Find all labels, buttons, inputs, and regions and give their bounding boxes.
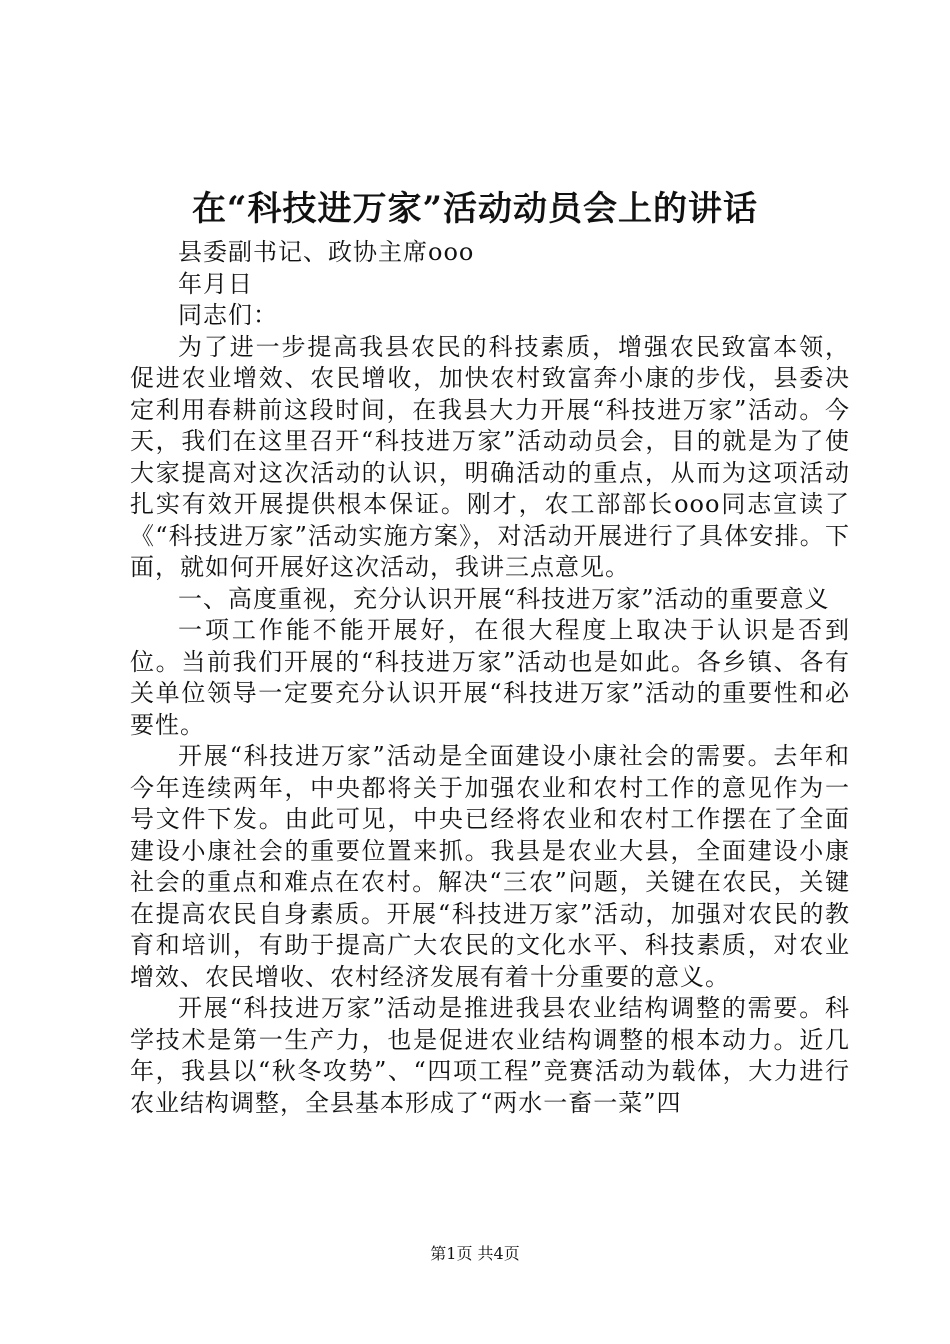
salutation: 同志们：	[178, 301, 278, 329]
date-line: 年月日	[178, 269, 253, 298]
section-heading: 一、高度重视，充分认识开展“科技进万家”活动的重要意义	[178, 584, 830, 613]
paragraph: 开展“科技进万家”活动是推进我县农业结构调整的需要。科学技术是第一生产力，也是促进农业结构调整的根本动力。近几年，我县以“秋冬攻势”、“四项工程”竞赛活动为载体，大力进行农业结构调整，全县基本形成了“两水一畜一菜”四	[130, 994, 850, 1117]
document-title: 在“科技进万家”活动动员会上的讲话	[191, 189, 759, 229]
author-line: 县委副书记、政协主席ooo	[178, 238, 475, 266]
paragraph: 开展“科技进万家”活动是全面建设小康社会的需要。去年和今年连续两年，中央都将关于加强农业和农村工作的意见作为一号文件下发。由此可见，中央已经将农业和农村工作摆在了全面建设小康社会的重要位置来抓。我县是农业大县，全面建设小康社会的重点和难点在农村。解决“三农”问题，关键在农民，关键在提高农民自身素质。开展“科技进万家”活动，加强对农民的教育和培训，有助于提高广大农民的文化水平、科技素质，对农业增效、农民增收、农村经济发展有着十分重要的意义。	[130, 742, 850, 991]
paragraph: 一项工作能不能开展好，在很大程度上取决于认识是否到位。当前我们开展的“科技进万家”活动也是如此。各乡镇、各有关单位领导一定要充分认识开展“科技进万家”活动的重要性和必要性。	[130, 616, 850, 739]
page-number-footer: 第1页 共4页	[430, 1244, 520, 1263]
document-body	[130, 237, 850, 1119]
paragraph: 为了进一步提高我县农民的科技素质，增强农民致富本领，促进农业增效、农民增收，加快农村致富奔小康的步伐，县委决定利用春耕前这段时间，在我县大力开展“科技进万家”活动。今天，我们在这里召开“科技进万家”活动动员会，目的就是为了使大家提高对这次活动的认识，明确活动的重点，从而为这项活动扎实有效开展提供根本保证。刚才，农工部部长ooo同志宣读了《“科技进万家”活动实施方案》，对活动开展进行了具体安排。下面，就如何开展好这次活动，我讲三点意见。	[130, 332, 850, 581]
